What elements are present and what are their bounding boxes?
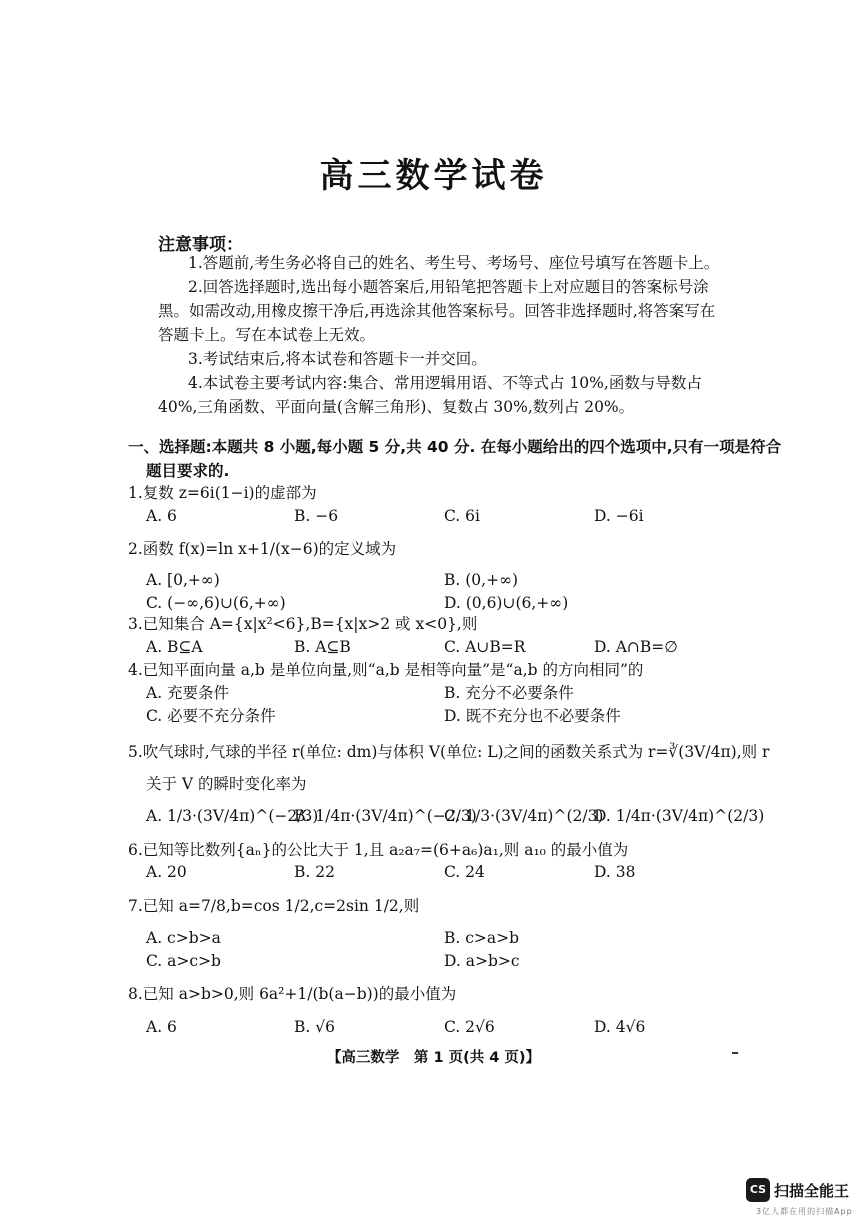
q3-option-a: A. B⊆A (146, 638, 203, 656)
question-8-stem: 8.已知 a>b>0,则 6a²+1/(b(a−b))的最小值为 (128, 985, 457, 1003)
q4-option-d: D. 既不充分也不必要条件 (444, 707, 621, 725)
q6-option-b: B. 22 (294, 863, 335, 881)
q6-option-d: D. 38 (594, 863, 636, 881)
q2-option-a: A. [0,+∞) (146, 571, 220, 589)
q8-option-a: A. 6 (146, 1018, 177, 1036)
notice-line-2: 2.回答选择题时,选出每小题答案后,用铅笔把答题卡上对应题目的答案标号涂 (188, 278, 709, 296)
question-5-stem: 5.吹气球时,气球的半径 r(单位: dm)与体积 V(单位: L)之间的函数关系式为 r=∛(3V/4π),则 r (128, 743, 770, 761)
scanner-brand: 扫描全能王 (774, 1182, 850, 1200)
notice-line-4: 答题卡上。写在本试卷上无效。 (158, 326, 376, 344)
question-4-stem: 4.已知平面向量 a,b 是单位向量,则“a,b 是相等向量”是“a,b 的方向相同”的 (128, 661, 644, 679)
section-heading: 一、选择题:本题共 8 小题,每小题 5 分,共 40 分. 在每小题给出的四个选项中,只有一项是符合 (128, 438, 782, 456)
notice-heading: 注意事项： (158, 235, 243, 255)
q8-option-b: B. √6 (294, 1018, 335, 1036)
q5-option-d: D. 1/4π·(3V/4π)^(2/3) (594, 807, 765, 825)
q4-option-b: B. 充分不必要条件 (444, 684, 574, 702)
scanner-logo-icon: CS (746, 1178, 770, 1202)
q4-option-a: A. 充要条件 (146, 684, 230, 702)
notice-line-3: 黑。如需改动,用橡皮擦干净后,再选涂其他答案标号。回答非选择题时,将答案写在 (158, 302, 716, 320)
section-heading-cont: 题目要求的. (146, 462, 230, 480)
q3-option-c: C. A∪B=R (444, 638, 526, 656)
q7-option-c: C. a>c>b (146, 952, 221, 970)
q3-option-d: D. A∩B=∅ (594, 638, 678, 656)
q6-option-a: A. 20 (146, 863, 187, 881)
q7-option-a: A. c>b>a (146, 929, 221, 947)
q3-option-b: B. A⊆B (294, 638, 351, 656)
question-7-stem: 7.已知 a=7/8,b=cos 1/2,c=2sin 1/2,则 (128, 897, 420, 915)
q2-option-c: C. (−∞,6)∪(6,+∞) (146, 594, 286, 612)
question-1-stem: 1.复数 z=6i(1−i)的虚部为 (128, 484, 317, 502)
q1-option-a: A. 6 (146, 507, 177, 525)
q7-option-d: D. a>b>c (444, 952, 520, 970)
q5-option-c: C. 1/3·(3V/4π)^(2/3) (444, 807, 604, 825)
q8-option-c: C. 2√6 (444, 1018, 495, 1036)
q6-option-c: C. 24 (444, 863, 485, 881)
q5-option-a: A. 1/3·(3V/4π)^(−2/3) (146, 807, 319, 825)
page-title: 高三数学试卷 (319, 156, 548, 196)
question-3-stem: 3.已知集合 A={x|x²<6},B={x|x>2 或 x<0},则 (128, 615, 478, 633)
q5-option-b: B. 1/4π·(3V/4π)^(−2/3) (294, 807, 477, 825)
q1-option-d: D. −6i (594, 507, 644, 525)
question-5-stem-cont: 关于 V 的瞬时变化率为 (146, 775, 307, 793)
q7-option-b: B. c>a>b (444, 929, 520, 947)
notice-line-7: 40%,三角函数、平面向量(含解三角形)、复数占 30%,数列占 20%。 (158, 398, 635, 416)
notice-line-5: 3.考试结束后,将本试卷和答题卡一并交回。 (188, 350, 487, 368)
q8-option-d: D. 4√6 (594, 1018, 646, 1036)
scan-mark (732, 1052, 738, 1054)
q1-option-c: C. 6i (444, 507, 480, 525)
q1-option-b: B. −6 (294, 507, 339, 525)
page-footer: 【高三数学 第 1 页(共 4 页)】 (326, 1050, 541, 1066)
scanner-tagline: 3亿人都在用的扫描App (756, 1207, 853, 1216)
q4-option-c: C. 必要不充分条件 (146, 707, 276, 725)
question-2-stem: 2.函数 f(x)=ln x+1/(x−6)的定义域为 (128, 540, 397, 558)
question-6-stem: 6.已知等比数列{aₙ}的公比大于 1,且 a₂a₇=(6+a₆)a₁,则 a₁₀ 的最小值为 (128, 841, 629, 859)
q2-option-b: B. (0,+∞) (444, 571, 519, 589)
notice-line-1: 1.答题前,考生务必将自己的姓名、考生号、考场号、座位号填写在答题卡上。 (188, 254, 720, 272)
notice-line-6: 4.本试卷主要考试内容:集合、常用逻辑用语、不等式占 10%,函数与导数占 (188, 374, 702, 392)
q2-option-d: D. (0,6)∪(6,+∞) (444, 594, 569, 612)
